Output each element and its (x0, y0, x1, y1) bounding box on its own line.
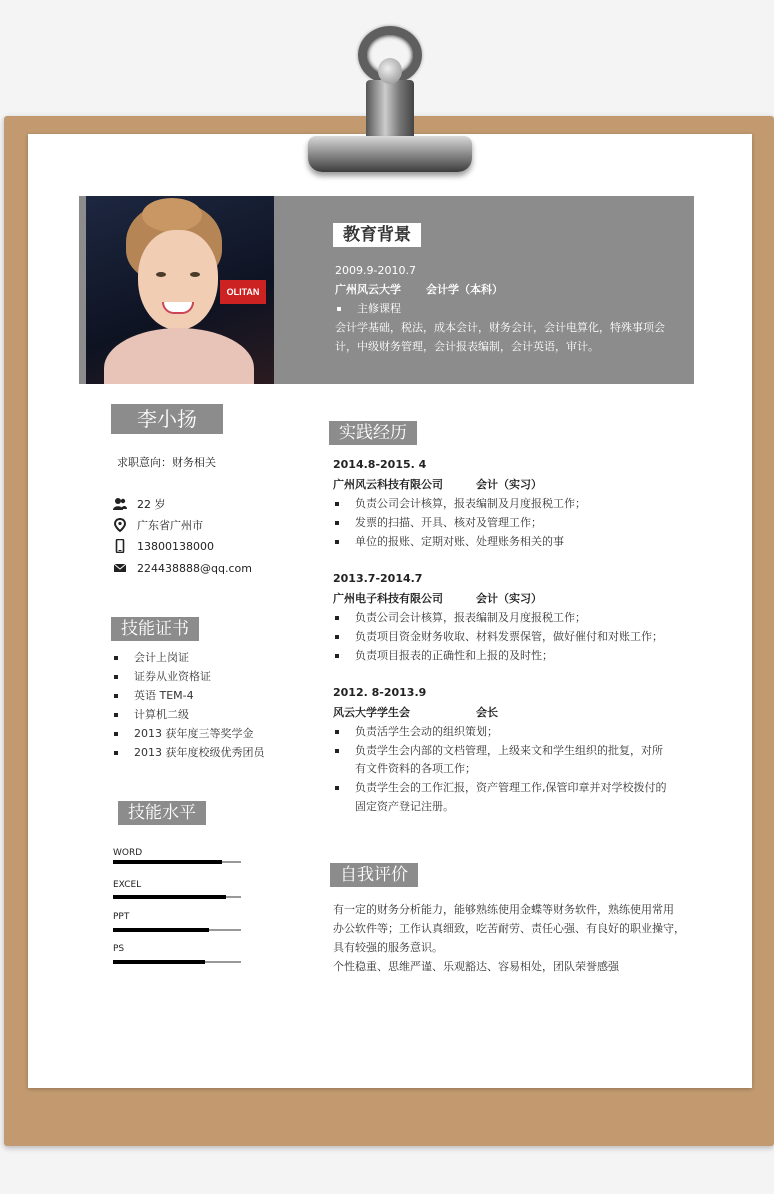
self-eval-heading: 自我评价 (330, 863, 418, 887)
education-courses-line-2: 计，中级财务管理，会计报表编制，会计英语，审计。 (335, 340, 599, 353)
experience-bullet: 单位的报账、定期对账、处理账务相关的事 (355, 532, 564, 551)
experience-role: 会计（实习） (476, 478, 542, 491)
experience-bullet: 负责项目资金财务收取、材料发票保管，做好催付和对账工作； (355, 627, 663, 646)
experience-company: 广州风云科技有限公司 (333, 478, 443, 491)
experience-role: 会长 (476, 706, 498, 719)
certificates-heading: 技能证书 (111, 617, 199, 641)
experience-bullet: 负责项目报表的正确性和上报的及时性； (355, 646, 553, 665)
education-period: 2009.9-2010.7 (335, 264, 416, 277)
profile-photo (86, 196, 274, 384)
experience-role: 会计（实习） (476, 592, 542, 605)
skill-bar-fill-ppt (113, 928, 209, 932)
photo-eye-left (156, 272, 166, 277)
certificate-item: 计算机二级 (134, 705, 189, 724)
self-eval-line: 有一定的财务分析能力，能够熟练使用金蝶等财务软件，熟练使用常用 (333, 903, 674, 916)
self-eval-line: 办公软件等；工作认真细致，吃苦耐劳、责任心强、有良好的职业操守， (333, 922, 685, 935)
skill-label-ppt: PPT (113, 912, 130, 922)
experience-bullet-continuation: 有文件资料的各项工作； (355, 762, 476, 775)
job-objective: 求职意向：财务相关 (117, 456, 216, 469)
certificate-item: 证券从业资格证 (134, 667, 211, 686)
education-courses-line-1: 会计学基础，税法，成本会计，财务会计，会计电算化，特殊事项会 (335, 321, 665, 334)
location-text: 广东省广州市 (137, 519, 203, 532)
experience-period: 2012. 8-2013.9 (333, 686, 427, 699)
experience-period: 2013.7-2014.7 (333, 572, 423, 585)
binder-clip (306, 24, 474, 176)
phone-text: 13800138000 (137, 540, 214, 553)
candidate-name: 李小扬 (111, 404, 223, 434)
education-heading: 教育背景 (333, 223, 421, 247)
photo-hair-bun (142, 198, 202, 232)
photo-eye-right (190, 272, 200, 277)
photo-face (138, 230, 218, 330)
skill-label-ps: PS (113, 944, 125, 954)
age-text: 22 岁 (137, 498, 166, 511)
experience-bullet: 负责公司会计核算，报表编制及月度报税工作； (355, 494, 586, 513)
photo-background-sign: OLITAN (220, 280, 266, 304)
skill-bar-fill-ps (113, 960, 205, 964)
experience-bullet: 负责活学生会动的组织策划； (355, 722, 498, 741)
clip-neck (366, 80, 414, 142)
experience-heading: 实践经历 (329, 421, 417, 445)
self-eval-line: 个性稳重、思维严谨、乐观豁达、容易相处，团队荣誉感强 (333, 960, 619, 973)
photo-shoulders (104, 328, 254, 384)
certificate-item: 2013 获年度三等奖学金 (134, 724, 254, 743)
skills-heading: 技能水平 (118, 801, 206, 825)
clip-rivet (378, 58, 402, 84)
certificate-item: 2013 获年度校级优秀团员 (134, 743, 265, 762)
self-eval-line: 具有较强的服务意识。 (333, 941, 443, 954)
certificate-item: 英语 TEM-4 (134, 686, 194, 705)
experience-company: 广州电子科技有限公司 (333, 592, 443, 605)
mail-icon (113, 561, 127, 575)
experience-bullet: 负责公司会计核算，报表编制及月度报税工作； (355, 608, 586, 627)
phone-icon (113, 539, 127, 553)
experience-company: 风云大学学生会 (333, 706, 410, 719)
skill-bar-fill-word (113, 860, 222, 864)
skill-label-word: WORD (113, 848, 143, 858)
experience-bullet: 负责学生会的工作汇报，资产管理工作,保管印章并对学校拨付的 (355, 778, 667, 797)
education-school: 广州风云大学 (335, 283, 401, 296)
clip-base (308, 136, 472, 172)
skill-label-excel: EXCEL (113, 880, 142, 890)
experience-bullet: 发票的扫描、开具、核对及管理工作； (355, 513, 542, 532)
education-major: 会计学（本科） (426, 283, 503, 296)
location-pin-icon (113, 518, 127, 532)
email-text: 224438888@qq.com (137, 562, 252, 575)
certificate-item: 会计上岗证 (134, 648, 189, 667)
experience-period: 2014.8-2015. 4 (333, 458, 427, 471)
experience-bullet-continuation: 固定资产登记注册。 (355, 800, 454, 813)
education-courses-label: 主修课程 (357, 299, 401, 318)
user-icon (113, 497, 127, 511)
experience-bullet: 负责学生会内部的文档管理，上级来文和学生组织的批复，对所 (355, 741, 663, 760)
skill-bar-fill-excel (113, 895, 226, 899)
